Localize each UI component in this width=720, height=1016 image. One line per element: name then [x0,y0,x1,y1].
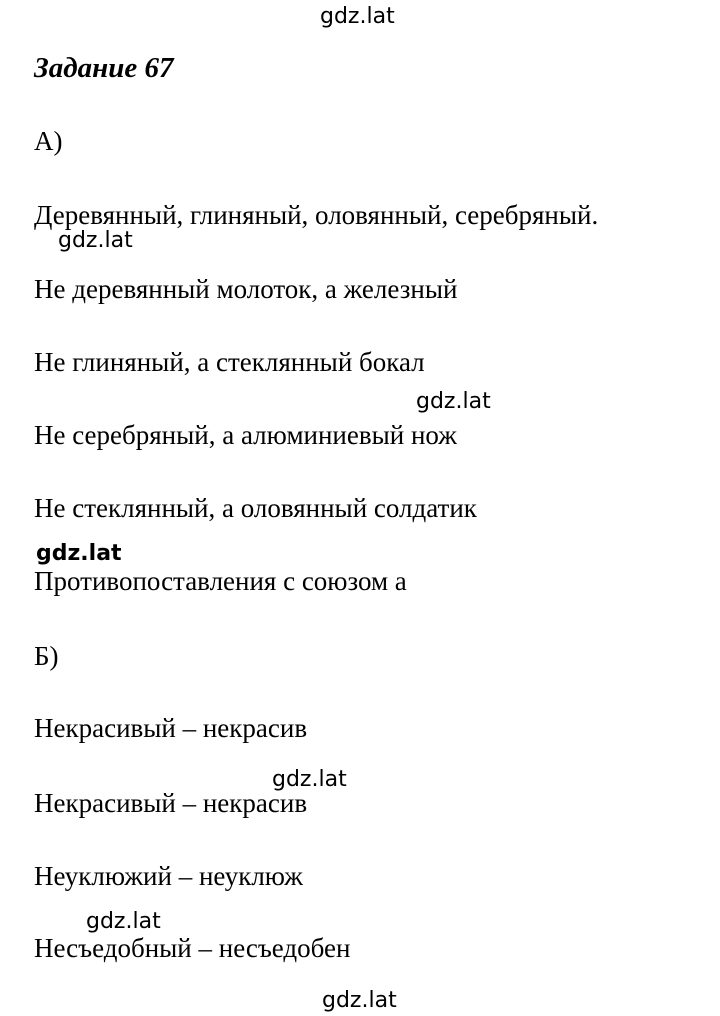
watermark: gdz.lat [86,909,161,934]
text-line: Несъедобный – несъедобен [34,933,351,963]
text-line: Не глиняный, а стеклянный бокал [34,347,425,377]
section-a-label: А) [34,126,63,156]
watermark-top: gdz.lat [320,4,395,29]
text-line: Не серебряный, а алюминиевый нож [34,420,457,450]
text-line: Не деревянный молоток, а железный [34,274,458,304]
watermark: gdz.lat [36,541,122,566]
text-line: Неуклюжий – неуклюж [34,861,303,891]
watermark-bottom: gdz.lat [322,988,397,1013]
text-line: Некрасивый – некрасив [34,788,308,818]
text-line: Не стеклянный, а оловянный солдатик [34,493,477,523]
watermark: gdz.lat [272,767,347,792]
text-line: Деревянный, глиняный, оловянный, серебряный. [34,200,599,230]
page-title: Задание 67 [34,52,174,84]
watermark: gdz.lat [416,389,491,414]
watermark: gdz.lat [58,228,133,253]
section-b-label: Б) [34,641,59,671]
text-line: Противопоставления с союзом а [34,566,407,596]
text-line: Некрасивый – некрасив [34,713,308,743]
